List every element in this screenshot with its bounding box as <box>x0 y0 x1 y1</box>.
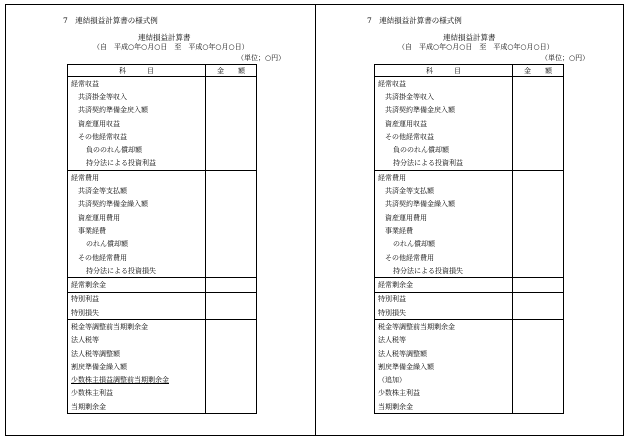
amount-cell <box>206 117 257 130</box>
item-label: 特別損失 <box>68 306 206 320</box>
table-row <box>68 238 257 251</box>
table-row <box>68 130 257 143</box>
amount-cell <box>206 264 257 278</box>
item-label: 当期剰余金 <box>68 400 206 414</box>
item-label: 特別利益 <box>375 292 513 306</box>
amount-cell <box>513 306 564 320</box>
amount-column-header: 金 額 <box>206 65 257 77</box>
item-label: 持分法による投資損失 <box>68 264 206 278</box>
amount-cell <box>206 90 257 103</box>
table-row <box>375 251 564 264</box>
item-label: 持分法による投資利益 <box>375 157 513 171</box>
amount-cell <box>513 198 564 211</box>
income-statement-table <box>374 64 564 414</box>
item-label: 経常剰余金 <box>68 278 206 292</box>
table-row <box>68 292 257 306</box>
item-label: のれん償却額 <box>375 238 513 251</box>
table-row <box>68 157 257 171</box>
table-row <box>68 104 257 117</box>
item-label: 共済契約準備金戻入額 <box>68 104 206 117</box>
item-label: 共済契約準備金繰入額 <box>375 198 513 211</box>
amount-cell <box>206 198 257 211</box>
item-label: 共済契約準備金繰入額 <box>68 198 206 211</box>
table-row <box>375 117 564 130</box>
item-label: 共済金等支払額 <box>68 184 206 197</box>
amount-cell <box>513 171 564 185</box>
table-row <box>375 104 564 117</box>
statement-period: （自 平成○年○月○日 至 平成○年○月○日） <box>398 43 554 51</box>
amount-cell <box>513 224 564 237</box>
item-label: 共済掛金等収入 <box>375 90 513 103</box>
section-heading: 7 連結損益計算書の様式例 <box>63 16 158 25</box>
amount-cell <box>513 292 564 306</box>
amount-cell <box>206 374 257 387</box>
section-heading: 7 連結損益計算書の様式例 <box>367 16 462 25</box>
left-page <box>0 0 310 441</box>
table-row <box>68 360 257 373</box>
amount-cell <box>206 184 257 197</box>
table-row <box>68 211 257 224</box>
amount-cell <box>206 306 257 320</box>
table-row <box>68 278 257 292</box>
table-row <box>68 77 257 91</box>
item-label: 負ののれん償却額 <box>375 143 513 156</box>
item-label: 特別利益 <box>68 292 206 306</box>
amount-cell <box>206 143 257 156</box>
amount-cell <box>513 184 564 197</box>
amount-column-header: 金 額 <box>513 65 564 77</box>
table-row <box>375 90 564 103</box>
table-row <box>68 117 257 130</box>
amount-cell <box>513 264 564 278</box>
table-row <box>375 224 564 237</box>
table-row <box>375 157 564 171</box>
item-label: 持分法による投資損失 <box>375 264 513 278</box>
item-label: その他経常費用 <box>68 251 206 264</box>
item-label: 少数株主利益 <box>68 387 206 400</box>
item-label: のれん償却額 <box>68 238 206 251</box>
amount-cell <box>206 211 257 224</box>
amount-cell <box>513 238 564 251</box>
table-row <box>68 90 257 103</box>
statement-title: 連結損益計算書 <box>138 33 191 42</box>
table-row <box>375 211 564 224</box>
table-row <box>68 347 257 360</box>
table-row <box>375 334 564 347</box>
table-row <box>68 374 257 387</box>
item-label: 法人税等調整額 <box>68 347 206 360</box>
amount-cell <box>513 400 564 414</box>
amount-cell <box>513 77 564 91</box>
amount-cell <box>206 104 257 117</box>
table-row <box>68 264 257 278</box>
table-row <box>68 171 257 185</box>
amount-cell <box>513 211 564 224</box>
table-row <box>375 130 564 143</box>
item-label: 事業経費 <box>375 224 513 237</box>
table-row <box>68 184 257 197</box>
table-row <box>68 224 257 237</box>
amount-cell <box>206 320 257 334</box>
amount-cell <box>513 143 564 156</box>
table-row <box>375 347 564 360</box>
table-row <box>375 171 564 185</box>
table-row <box>375 184 564 197</box>
amount-cell <box>513 334 564 347</box>
item-label: 割戻準備金繰入額 <box>68 360 206 373</box>
table-row <box>375 198 564 211</box>
table-row <box>375 306 564 320</box>
amount-cell <box>513 117 564 130</box>
item-label: 少数株主利益 <box>375 387 513 400</box>
amount-cell <box>206 157 257 171</box>
item-label: 当期剰余金 <box>375 400 513 414</box>
amount-cell <box>513 157 564 171</box>
table-row <box>68 143 257 156</box>
item-label: 割戻準備金繰入額 <box>375 360 513 373</box>
table-row <box>68 306 257 320</box>
right-page <box>310 0 620 441</box>
item-label: 負ののれん償却額 <box>68 143 206 156</box>
unit-note: （単位；○円） <box>541 54 590 62</box>
item-label: 資産運用収益 <box>375 117 513 130</box>
table-row <box>375 77 564 91</box>
item-column-header: 科 目 <box>68 65 206 77</box>
item-label: 法人税等調整額 <box>375 347 513 360</box>
amount-cell <box>206 171 257 185</box>
item-label: 法人税等 <box>375 334 513 347</box>
statement-rows <box>68 77 257 414</box>
item-label: 資産運用収益 <box>68 117 206 130</box>
table-row <box>375 400 564 414</box>
table-row <box>68 198 257 211</box>
item-label: その他経常収益 <box>68 130 206 143</box>
table-row <box>375 360 564 373</box>
item-label: （追加） <box>375 374 513 387</box>
table-row <box>68 400 257 414</box>
statement-title: 連結損益計算書 <box>443 33 496 42</box>
item-label: 経常費用 <box>375 171 513 185</box>
amount-cell <box>513 387 564 400</box>
amount-cell <box>513 347 564 360</box>
income-statement-table <box>67 64 257 414</box>
amount-cell <box>206 387 257 400</box>
table-header-row <box>68 65 257 77</box>
table-row <box>68 251 257 264</box>
item-label: 経常収益 <box>68 77 206 91</box>
amount-cell <box>206 130 257 143</box>
amount-cell <box>513 374 564 387</box>
amount-cell <box>206 251 257 264</box>
amount-cell <box>206 278 257 292</box>
unit-note: （単位；○円） <box>237 54 286 62</box>
amount-cell <box>206 360 257 373</box>
item-label: 法人税等 <box>68 334 206 347</box>
amount-cell <box>206 77 257 91</box>
item-label: 税金等調整前当期剰余金 <box>68 320 206 334</box>
item-label: その他経常収益 <box>375 130 513 143</box>
item-label: 共済契約準備金戻入額 <box>375 104 513 117</box>
statement-rows <box>375 77 564 414</box>
item-label: 税金等調整前当期剰余金 <box>375 320 513 334</box>
amount-cell <box>513 360 564 373</box>
item-label: 共済掛金等収入 <box>68 90 206 103</box>
item-label: 経常剰余金 <box>375 278 513 292</box>
item-label: 少数株主損益調整前当期剰余金 <box>68 374 206 387</box>
item-label: 経常費用 <box>68 171 206 185</box>
item-label: その他経常費用 <box>375 251 513 264</box>
table-row <box>68 387 257 400</box>
table-row <box>375 374 564 387</box>
amount-cell <box>206 238 257 251</box>
table-row <box>68 320 257 334</box>
amount-cell <box>206 334 257 347</box>
table-header-row <box>375 65 564 77</box>
table-row <box>375 292 564 306</box>
amount-cell <box>513 104 564 117</box>
amount-cell <box>513 130 564 143</box>
statement-period: （自 平成○年○月○日 至 平成○年○月○日） <box>93 43 249 51</box>
amount-cell <box>206 400 257 414</box>
table-row <box>375 238 564 251</box>
item-label: 事業経費 <box>68 224 206 237</box>
item-label: 持分法による投資利益 <box>68 157 206 171</box>
table-row <box>68 334 257 347</box>
table-row <box>375 278 564 292</box>
table-row <box>375 264 564 278</box>
item-label: 経常収益 <box>375 77 513 91</box>
amount-cell <box>206 347 257 360</box>
item-label: 資産運用費用 <box>375 211 513 224</box>
amount-cell <box>206 292 257 306</box>
amount-cell <box>206 224 257 237</box>
amount-cell <box>513 251 564 264</box>
item-label: 特別損失 <box>375 306 513 320</box>
table-row <box>375 387 564 400</box>
item-column-header: 科 目 <box>375 65 513 77</box>
table-row <box>375 320 564 334</box>
amount-cell <box>513 320 564 334</box>
item-label: 共済金等支払額 <box>375 184 513 197</box>
amount-cell <box>513 278 564 292</box>
table-row <box>375 143 564 156</box>
amount-cell <box>513 90 564 103</box>
item-label: 資産運用費用 <box>68 211 206 224</box>
